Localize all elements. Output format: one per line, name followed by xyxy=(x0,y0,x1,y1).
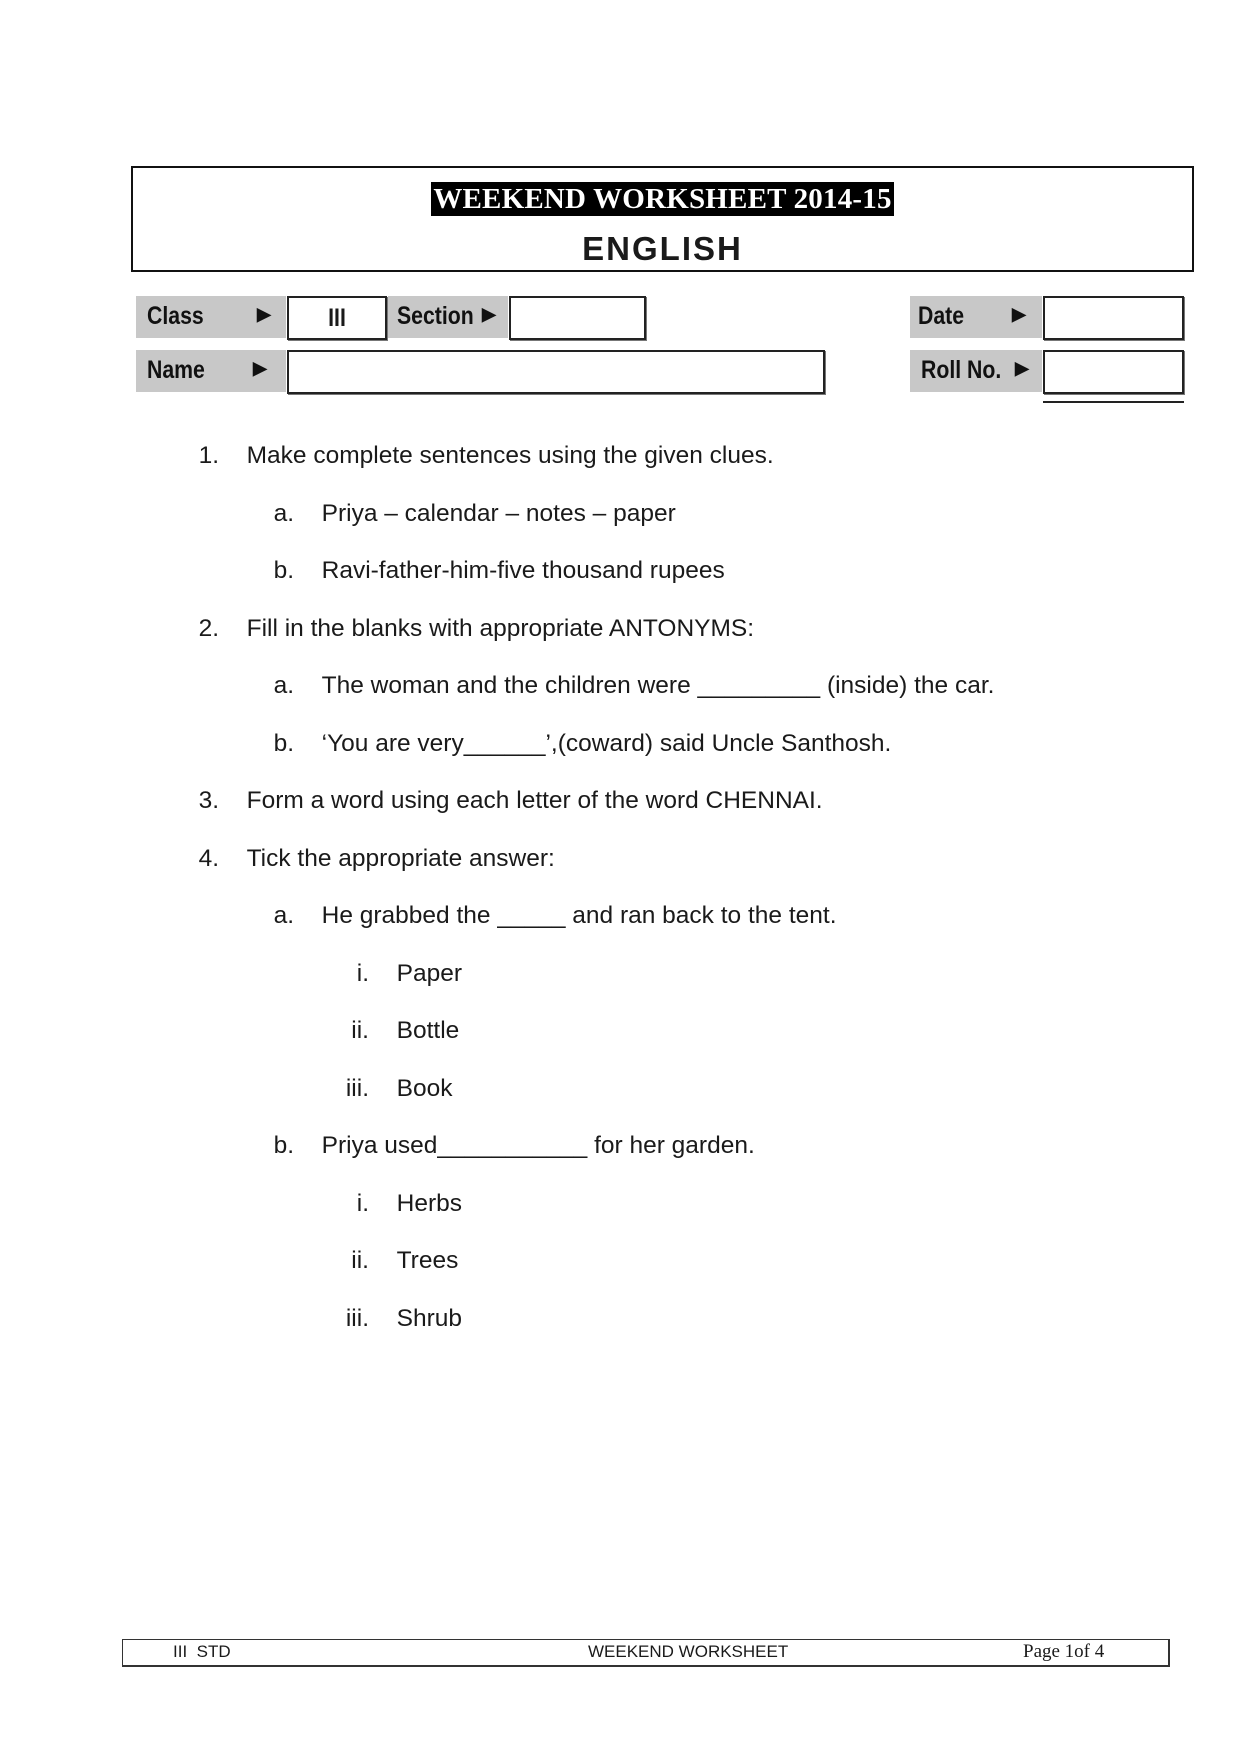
name-field[interactable] xyxy=(287,350,825,394)
question-2a: a. The woman and the children were _________ (inside) the car. xyxy=(273,672,995,699)
part-text: He grabbed the _____ and ran back to the tent. xyxy=(321,902,837,929)
option-4b-i[interactable]: i. Herbs xyxy=(356,1190,462,1217)
class-label-cell xyxy=(136,296,286,338)
divider xyxy=(1043,401,1184,403)
section-field[interactable] xyxy=(509,296,646,340)
option-4b-ii[interactable]: ii. Trees xyxy=(351,1247,459,1274)
part-text: Priya used___________ for her garden. xyxy=(321,1132,755,1159)
part-text: Ravi-father-him-five thousand rupees xyxy=(321,557,725,584)
subject-title: ENGLISH xyxy=(582,230,743,267)
right-triangle-icon: ▶ xyxy=(253,358,267,378)
class-value: III xyxy=(328,304,346,332)
question-1b: b. Ravi-father-him-five thousand rupees xyxy=(273,557,725,584)
option-4a-iii[interactable]: iii. Book xyxy=(345,1075,453,1102)
question-text: Fill in the blanks with appropriate ANTONYMS: xyxy=(246,615,755,642)
option-text: Herbs xyxy=(396,1190,462,1217)
option-4a-i[interactable]: i. Paper xyxy=(356,960,463,987)
class-field[interactable] xyxy=(287,296,387,340)
page-number: Page 1of 4 xyxy=(1023,1641,1105,1662)
option-text: Bottle xyxy=(396,1017,460,1044)
question-4a: a. He grabbed the _____ and ran back to the tent. xyxy=(273,902,837,929)
title-box xyxy=(131,166,1194,272)
question-2: 2. Fill in the blanks with appropriate ANTONYMS: xyxy=(198,615,755,642)
option-text: Book xyxy=(396,1075,453,1102)
option-text: Paper xyxy=(396,960,463,987)
footer-class: III STD xyxy=(173,1642,231,1661)
section-label: Section xyxy=(397,302,474,330)
name-label-cell xyxy=(136,350,286,392)
section-label-cell xyxy=(388,296,508,338)
option-text: Trees xyxy=(396,1247,459,1274)
name-label: Name xyxy=(147,356,205,384)
part-text: The woman and the children were _________ (inside) the car. xyxy=(321,672,995,699)
question-1a: a. Priya – calendar – notes – paper xyxy=(273,500,676,527)
date-label-cell xyxy=(910,296,1042,338)
footer-title: WEEKEND WORKSHEET xyxy=(588,1642,789,1661)
date-label: Date xyxy=(918,302,965,330)
option-text: Shrub xyxy=(396,1305,463,1332)
part-text: ‘You are very______’,(coward) said Uncle Santhosh. xyxy=(321,730,892,757)
roll-label-cell xyxy=(910,350,1042,392)
question-3: 3. Form a word using each letter of the word CHENNAI. xyxy=(198,787,823,814)
right-triangle-icon: ▶ xyxy=(1012,304,1026,324)
question-1: 1. Make complete sentences using the given clues. xyxy=(198,442,774,469)
worksheet-title: WEEKEND WORKSHEET 2014-15 xyxy=(433,183,892,215)
question-text: Tick the appropriate answer: xyxy=(246,845,555,872)
right-triangle-icon: ▶ xyxy=(1015,358,1029,378)
roll-label: Roll No. xyxy=(921,356,1002,384)
roll-field[interactable] xyxy=(1043,350,1184,394)
page-footer xyxy=(122,1639,1170,1667)
question-4b: b. Priya used___________ for her garden. xyxy=(273,1132,755,1159)
question-text: Make complete sentences using the given clues. xyxy=(246,442,774,469)
option-4b-iii[interactable]: iii. Shrub xyxy=(345,1305,463,1332)
option-4a-ii[interactable]: ii. Bottle xyxy=(351,1017,460,1044)
date-field[interactable] xyxy=(1043,296,1184,340)
class-label: Class xyxy=(147,302,204,330)
question-text: Form a word using each letter of the word CHENNAI. xyxy=(246,787,823,814)
right-triangle-icon: ▶ xyxy=(482,304,496,324)
right-triangle-icon: ▶ xyxy=(257,304,271,324)
question-4: 4. Tick the appropriate answer: xyxy=(198,845,555,872)
question-2b: b. ‘You are very______’,(coward) said Uncle Santhosh. xyxy=(273,730,892,757)
part-text: Priya – calendar – notes – paper xyxy=(321,500,676,527)
